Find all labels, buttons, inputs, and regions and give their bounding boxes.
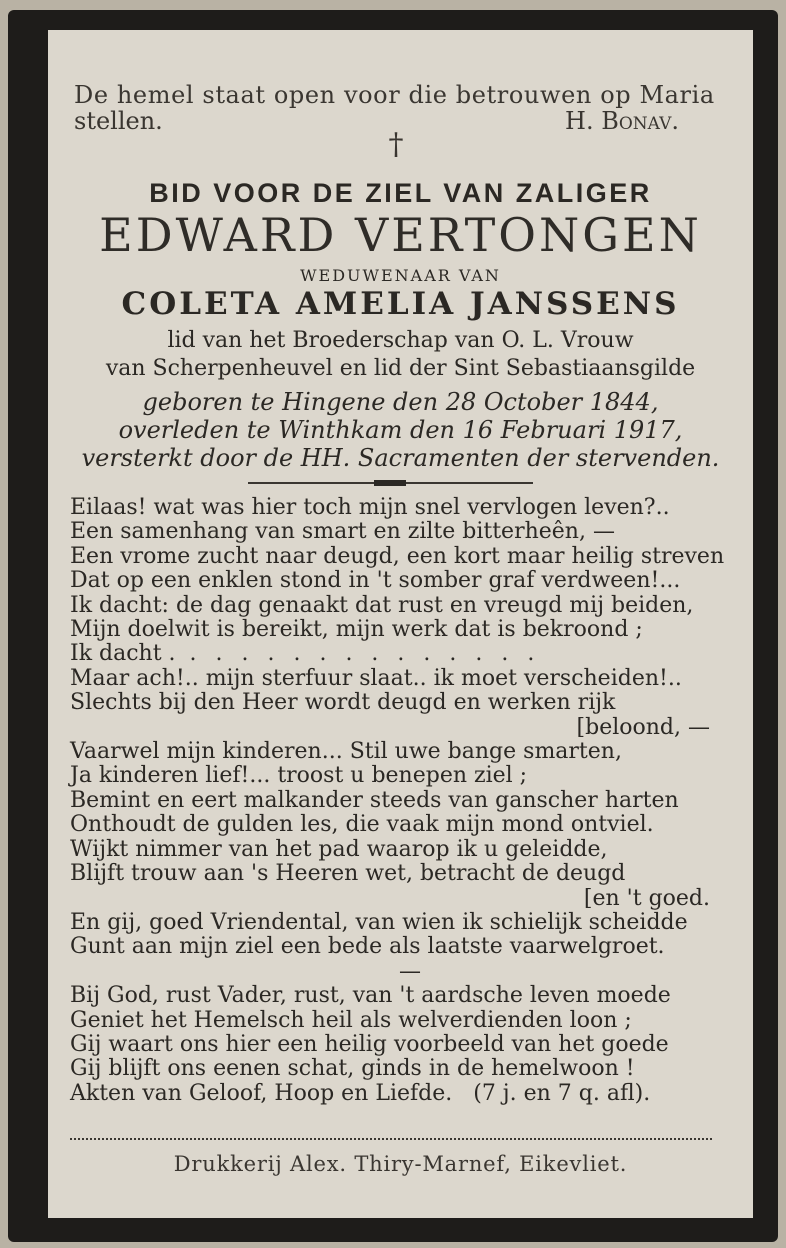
birth-line: geboren te Hingene den 28 October 1844, [142,388,659,416]
deceased-name: EDWARD VERTONGEN [99,208,702,262]
poem-line: Gunt aan mijn ziel een bede als laatste vaarwelgroet. [70,934,665,960]
poem-line: Geniet het Hemelsch heil als welverdienden loon ; [70,1007,632,1033]
poem-line: Vaarwel mijn kinderen... Stil uwe bange smarten, [70,739,622,765]
printer-imprint: Drukkerij Alex. Thiry-Marnef, Eikevliet. [173,1152,628,1176]
poem-line: Eilaas! wat was hier toch mijn snel vervlogen leven?.. [70,495,670,520]
quote-line-2: stellen. [74,107,163,135]
card-paper [48,30,753,1218]
poem-line: Een samenhang van smart en zilte bitterheên, — [70,519,615,545]
poem-line: Gij waart ons hier een heilig voorbeeld van het goede [70,1031,669,1057]
poem-line: Bij God, rust Vader, rust, van 't aardsche leven moede [70,983,671,1009]
poem-line: En gij, goed Vriendental, van wien ik schielijk scheidde [70,909,688,935]
wife-name: COLETA AMELIA JANSSENS [121,286,680,322]
prayer-heading: BID VOOR DE ZIEL VAN ZALIGER [149,178,652,208]
poem-line: Bemint en eert malkander steeds van ganscher harten [70,787,679,813]
poem-line: Blijft trouw aan 's Heeren wet, betracht de deugd [70,861,626,887]
poem-line: Mijn doelwit is bereikt, mijn werk dat is bekroond ; [70,617,643,643]
poem-line: Gij blijft ons eenen schat, ginds in de hemelwoon ! [70,1056,635,1082]
dotted-rule [70,1138,712,1140]
sacraments-line: versterkt door de HH. Sacramenten der stervenden. [81,444,720,472]
poem-line: Ik dacht: de dag genaakt dat rust en vreugd mij beiden, [70,592,694,618]
poem-line-dots: Ik dacht . . . . . . . . . . . . . . . [70,641,541,667]
memorial-poem [70,496,750,1106]
poem-line: Onthoudt de gulden les, die vaak mijn mond ontviel. [70,812,654,838]
cross-icon: † [388,127,404,162]
poem-line-continuation: [beloond, — [576,714,710,740]
divider-ornament [374,480,406,486]
poem-line: Wijkt nimmer van het pad waarop ik u geleidde, [70,836,608,862]
poem-line: Een vrome zucht naar deugd, een kort maar heilig streven [70,543,725,569]
poem-line: Ja kinderen lief!... troost u benepen ziel ; [70,763,528,789]
widower-label: WEDUWENAAR VAN [300,266,501,285]
poem-separator: — [399,958,421,984]
membership-line-2: van Scherpenheuvel en lid der Sint Sebastiaansgilde [105,356,696,381]
membership-line-1: lid van het Broederschap van O. L. Vrouw [167,328,634,353]
poem-line-continuation: [en 't goed. [583,885,710,911]
quote-attribution: H. Bonav. [565,107,679,135]
poem-line: Slechts bij den Heer wordt deugd en werken rijk [70,690,616,716]
quote-line-1: De hemel staat open voor die betrouwen op Maria [74,81,715,109]
poem-line: Dat op een enklen stond in 't somber graf verdween!... [70,568,681,594]
death-line: overleden te Winthkam den 16 Februari 1917, [118,416,683,444]
indulgence-line: Akten van Geloof, Hoop en Liefde. (7 j. en 7 q. afl). [70,1080,651,1106]
poem-line: Maar ach!.. mijn sterfuur slaat.. ik moet verscheiden!.. [70,665,682,691]
